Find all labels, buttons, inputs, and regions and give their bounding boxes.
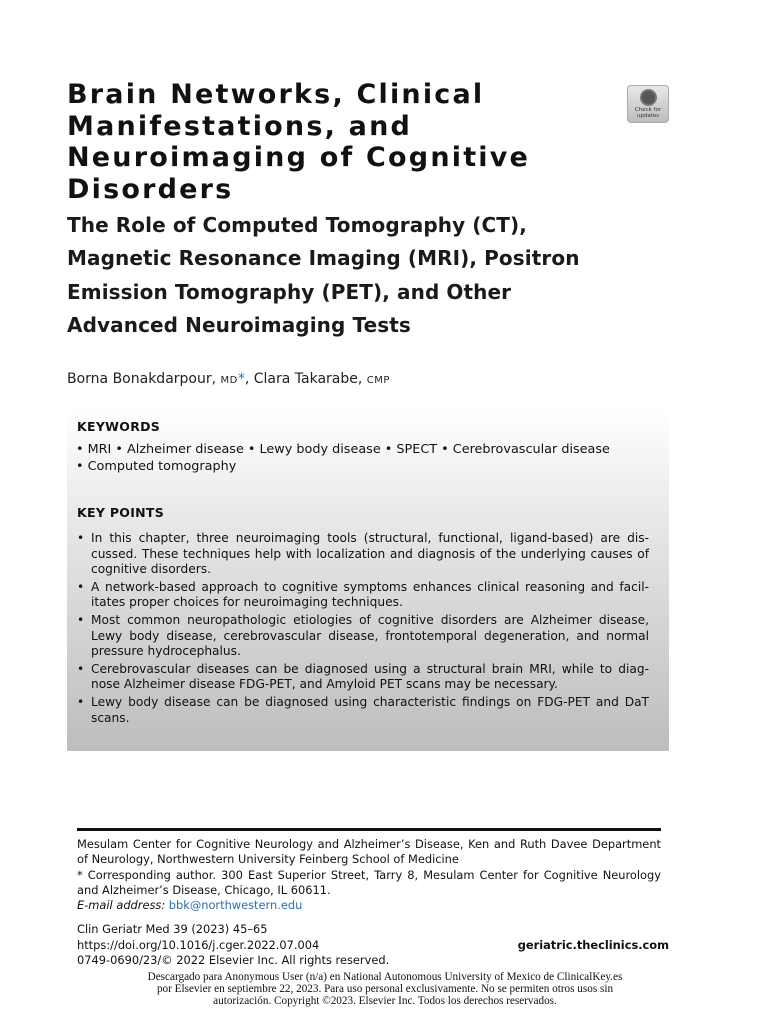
author-line [67,371,390,387]
copyright-line: 0749-0690/23/© 2022 Elsevier Inc. All rights reserved. [77,953,390,967]
check-updates-icon [640,89,657,106]
email-footnote [77,898,661,913]
subtitle-line: Emission Tomography (PET), and Other [67,279,512,304]
corresponding-author-mark[interactable]: * [237,371,245,387]
key-point-item: • In this chapter, three neuroimaging tools (structural, functional, ligand-based) are dis-cussed. These techniques help with localization and diagnosis of the underlying causes of cognitive disorders. [77,531,649,578]
check-for-updates-badge[interactable] [627,85,669,123]
subtitle-line: Magnetic Resonance Imaging (MRI), Positron [67,246,580,271]
footnote-divider [77,828,661,831]
corresponding-author-footnote: * Corresponding author. 300 East Superior Street, Tarry 8, Mesulam Center for Cognitive Neurology and Alzheimer’s Disease, Chicago, IL 60611. [77,868,661,898]
article-title [67,79,607,205]
author-credential: CMP [366,375,390,386]
keywords-line: • Computed tomography [76,459,237,474]
author-name: , Clara Takarabe, [244,371,363,387]
keywords-keypoints-box [67,409,669,751]
subtitle-line: The Role of Computed Tomography (CT), [67,213,527,237]
title-line: Disorders [67,173,234,205]
author-name: Borna Bonakdarpour, [67,371,217,387]
doi-link[interactable]: https://doi.org/10.1016/j.cger.2022.07.004 [77,938,320,952]
title-line: Neuroimaging of Cognitive [67,142,531,173]
journal-site[interactable]: geriatric.theclinics.com [517,938,669,952]
key-point-item: • Cerebrovascular diseases can be diagnosed using a structural brain MRI, while to diag-nose Alzheimer disease FDG-PET, and Amyloid PET scans may be necessary. [77,662,649,693]
keywords-heading: KEYWORDS [77,419,161,434]
keywords-line: • MRI • Alzheimer disease • Lewy body disease • SPECT • Cerebrovascular disease [76,442,610,457]
title-line: Manifestations, and [67,110,413,142]
download-notice: Descargado para Anonymous User (n/a) en National Autonomous University of Mexico de ClinicalKey.es por Elsevier en septiembre 22, 2023. Para uso personal exclusivamente. No se permiten otros usos sin autorización. Copyright ©2023. Elsevier Inc. Todos los derechos reservados. [147,971,623,1008]
key-points-heading: KEY POINTS [77,505,165,520]
subtitle-line: Advanced Neuroimaging Tests [67,312,411,337]
email-link[interactable]: bbk@northwestern.edu [168,898,303,912]
author-credential: MD [220,375,238,386]
key-points-list [77,531,649,728]
affiliation-footnote: Mesulam Center for Cognitive Neurology and Alzheimer’s Disease, Ken and Ruth Davee Department of Neurology, Northwestern University Feinberg School of Medicine [77,837,661,867]
key-point-item: • Most common neuropathologic etiologies of cognitive disorders are Alzheimer disease, Lewy body disease, cerebrovascular disease, frontotemporal degeneration, and normal pressure hydrocephalus. [77,613,649,660]
email-label: E-mail address: [77,898,166,912]
badge-text-line2: updates [636,113,660,119]
badge-text-line1: Check for [634,107,662,113]
key-point-item: • Lewy body disease can be diagnosed using characteristic findings on FDG-PET and DaT scans. [77,695,649,726]
title-line: Brain Networks, Clinical [67,79,485,110]
key-point-item: • A network-based approach to cognitive symptoms enhances clinical reasoning and facil-itates proper choices for neuroimaging techniques. [77,580,649,611]
article-subtitle [67,209,667,342]
journal-reference: Clin Geriatr Med 39 (2023) 45–65 [77,922,268,936]
